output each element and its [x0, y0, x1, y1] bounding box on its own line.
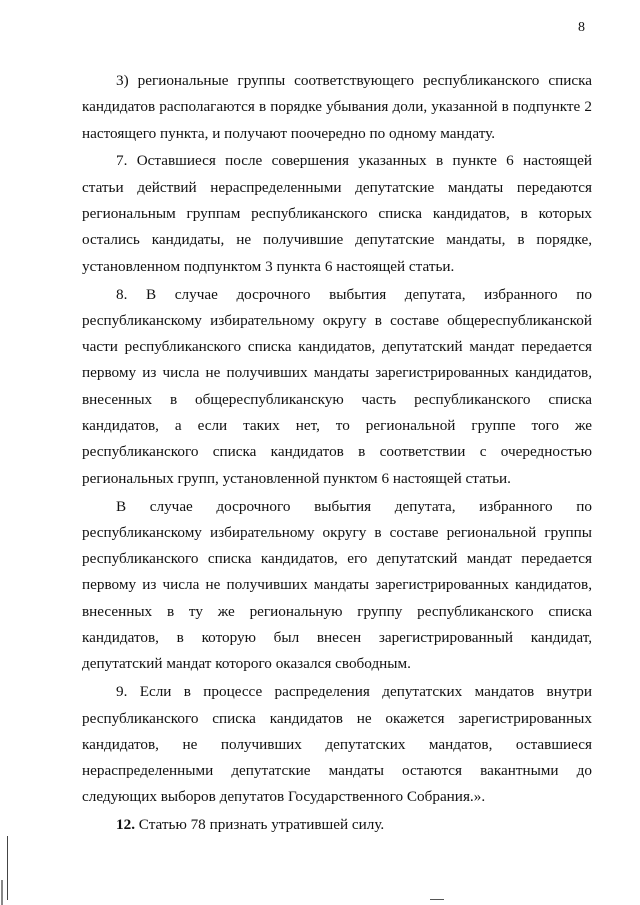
item-12-text: Статью 78 признать утратившей силу. — [134, 816, 385, 834]
paragraph-12 — [82, 812, 592, 838]
paragraph-7: 7. Оставшиеся после совершения указанных в пункте 6 настоящей статьи действий нераспределенными депутатские мандаты передаются региональным группам республиканского списка кандидатов, в которых остались кандидаты, не получившие депутатские мандаты, в порядке, установленном подпунктом 3 пункта 6 настоящей статьи. — [82, 152, 592, 275]
scan-footer-mark — [430, 899, 444, 900]
paragraph-8-second: В случае досрочного выбытия депутата, избранного по республиканскому избирательному округу в составе региональной группы республиканского списка кандидатов, его депутатский мандат передается первому из числа не получивших мандаты зарегистрированных кандидатов, внесенных в ту же региональную группу республиканского списка кандидатов, в которую был внесен зарегистрированный кандидат, депутатский мандат которого оказался свободным. — [82, 497, 592, 673]
item-12-number: 12. — [116, 816, 135, 834]
scan-margin-line — [7, 836, 8, 900]
paragraph-9: 9. Если в процессе распределения депутатских мандатов внутри республиканского списка кандидатов не окажется зарегистрированных кандидатов, не получивших депутатских мандатов, оставшиеся нераспределенными депутатские мандаты остаются вакантными до следующих выборов депутатов Государственного Собрания.». — [82, 683, 592, 806]
paragraph-6-3: 3) региональные группы соответствующего республиканского списка кандидатов располагаются в порядке убывания доли, указанной в подпункте 2 настоящего пункта, и получают поочередно по одному мандату. — [82, 72, 592, 142]
paragraph-8: 8. В случае досрочного выбытия депутата, избранного по республиканскому избирательному округу в составе общереспубликанской части республиканского списка кандидатов, депутатский мандат передается первому из числа не получивших мандаты зарегистрированных кандидатов, внесенных в общереспубликанскую часть республиканского списка кандидатов, а если таких нет, то региональной группе того же республиканского списка кандидатов в соответствии с очередностью региональных групп, установленной пунктом 6 настоящей статьи. — [82, 285, 592, 487]
scan-edge-mark — [1, 880, 3, 905]
document-body — [82, 68, 592, 840]
page-number: 8 — [578, 20, 585, 35]
